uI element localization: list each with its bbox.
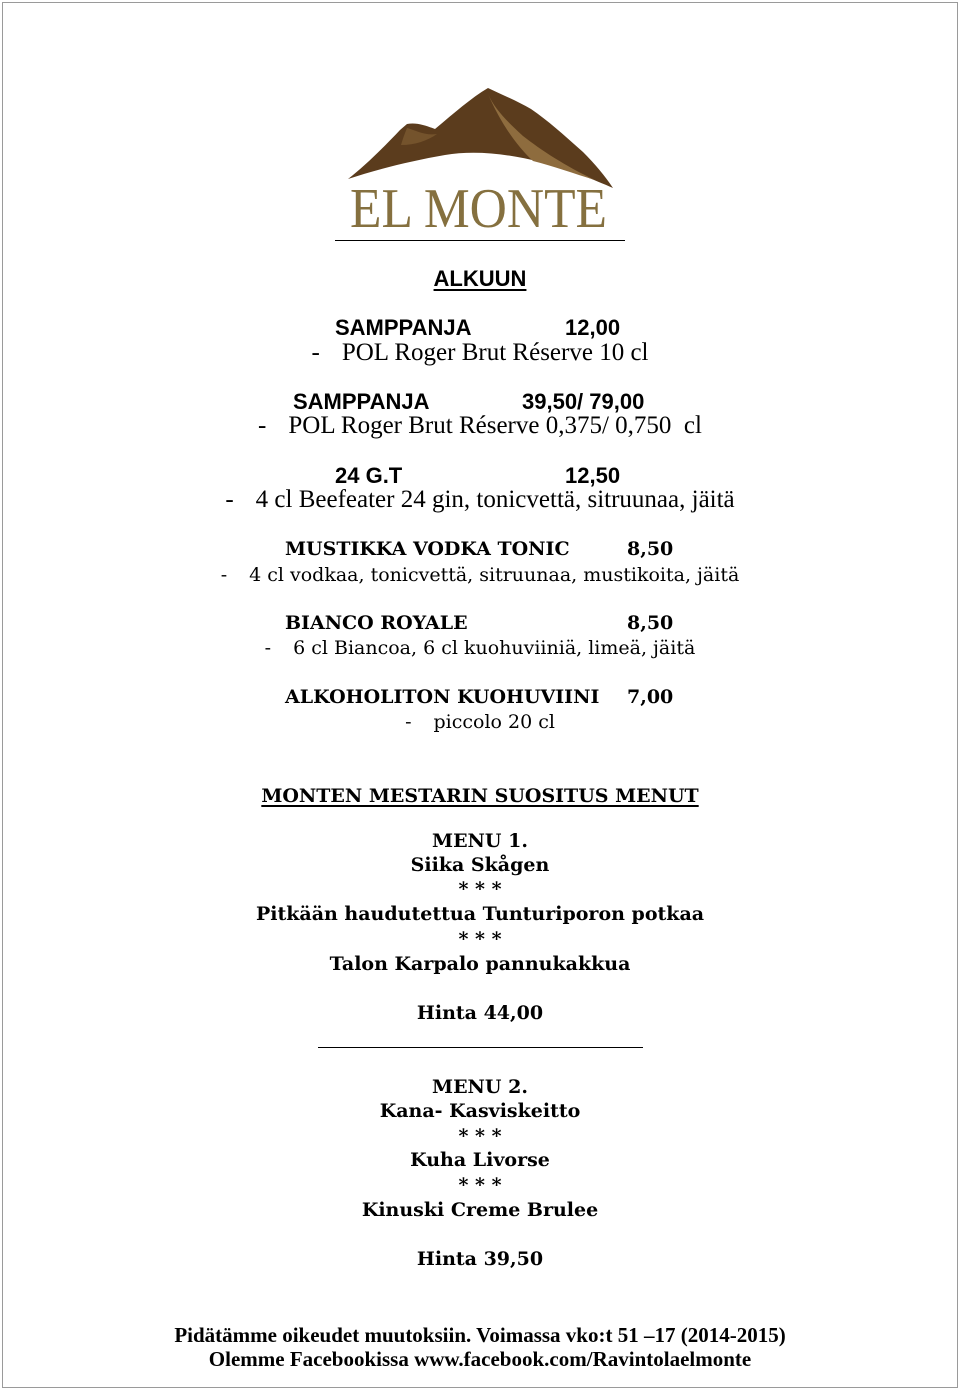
course-name: Pitkään haudutettua Tunturiporon potkaa xyxy=(255,903,705,925)
drink-row xyxy=(0,611,960,635)
drink-description xyxy=(0,414,960,438)
drink-description xyxy=(0,636,960,660)
section-heading-alkuun xyxy=(0,267,960,291)
drink-name: 24 G.T xyxy=(335,463,403,488)
drink-row xyxy=(0,685,960,709)
drink-price: 12,50 xyxy=(565,463,621,488)
drink-row xyxy=(0,537,960,561)
drink-description xyxy=(0,488,960,512)
description-text: POL Roger Brut Réserve 0,375/ 0,750 cl xyxy=(288,412,702,439)
description-text: piccolo 20 cl xyxy=(433,711,555,733)
course-separator: * * * xyxy=(458,928,502,950)
menu-title: MENU 1. xyxy=(432,830,528,852)
description-text: 6 cl Biancoa, 6 cl kuohuviiniä, limeä, jäitä xyxy=(293,637,696,659)
drink-row xyxy=(0,316,960,340)
drink-price: 39,50/ 79,00 xyxy=(522,389,645,414)
drink-name: BIANCO ROYALE xyxy=(285,612,468,634)
description-text: POL Roger Brut Réserve 10 cl xyxy=(341,339,649,366)
menu-divider xyxy=(318,1047,643,1048)
drink-description xyxy=(0,710,960,734)
description-bullet: - xyxy=(405,711,412,733)
course-name: Kinuski Creme Brulee xyxy=(361,1199,599,1221)
course-name: Kana- Kasviskeitto xyxy=(379,1100,581,1122)
description-bullet: - xyxy=(220,564,228,586)
course-separator: * * * xyxy=(458,1125,502,1147)
section-heading-text: ALKUUN xyxy=(433,266,527,291)
footer-facebook: Olemme Facebookissa www.facebook.com/Ravintolaelmonte xyxy=(208,1347,752,1371)
drink-row xyxy=(0,390,960,414)
description-bullet: - xyxy=(264,637,272,659)
description-text: 4 cl vodkaa, tonicvettä, sitruunaa, mustikoita, jäitä xyxy=(249,564,740,586)
course-name: Talon Karpalo pannukakkua xyxy=(329,953,631,975)
drink-name: SAMPPANJA xyxy=(293,389,430,414)
course-name: Siika Skågen xyxy=(410,854,550,876)
logo-divider xyxy=(335,240,625,241)
course-name: Kuha Livorse xyxy=(410,1149,550,1171)
description-bullet: - xyxy=(225,486,234,513)
drink-name: SAMPPANJA xyxy=(335,315,472,340)
drink-name: MUSTIKKA VODKA TONIC xyxy=(285,538,570,560)
drink-description xyxy=(0,563,960,587)
menu-title: MENU 2. xyxy=(432,1076,528,1098)
menu-price: Hinta 39,50 xyxy=(416,1248,544,1270)
drink-description xyxy=(0,341,960,365)
footer-notice: Pidätämme oikeudet muutoksiin. Voimassa vko:t 51 –17 (2014-2015) xyxy=(174,1323,786,1347)
logo-text: EL MONTE xyxy=(350,178,607,236)
drink-price: 8,50 xyxy=(627,612,674,634)
course-separator: * * * xyxy=(458,1174,502,1196)
logo xyxy=(345,84,615,236)
course-separator: * * * xyxy=(458,878,502,900)
menu-price: Hinta 44,00 xyxy=(416,1002,544,1024)
drink-name: ALKOHOLITON KUOHUVIINI xyxy=(285,686,600,708)
drink-price: 12,00 xyxy=(565,315,621,340)
section-heading-set-menus xyxy=(0,784,960,808)
drink-price: 8,50 xyxy=(627,538,674,560)
description-bullet: - xyxy=(258,412,267,439)
description-bullet: - xyxy=(311,339,320,366)
description-text: 4 cl Beefeater 24 gin, tonicvettä, sitruunaa, jäitä xyxy=(255,486,735,513)
drink-row xyxy=(0,464,960,488)
section-heading-text: MONTEN MESTARIN SUOSITUS MENUT xyxy=(261,785,699,807)
drink-price: 7,00 xyxy=(627,686,674,708)
